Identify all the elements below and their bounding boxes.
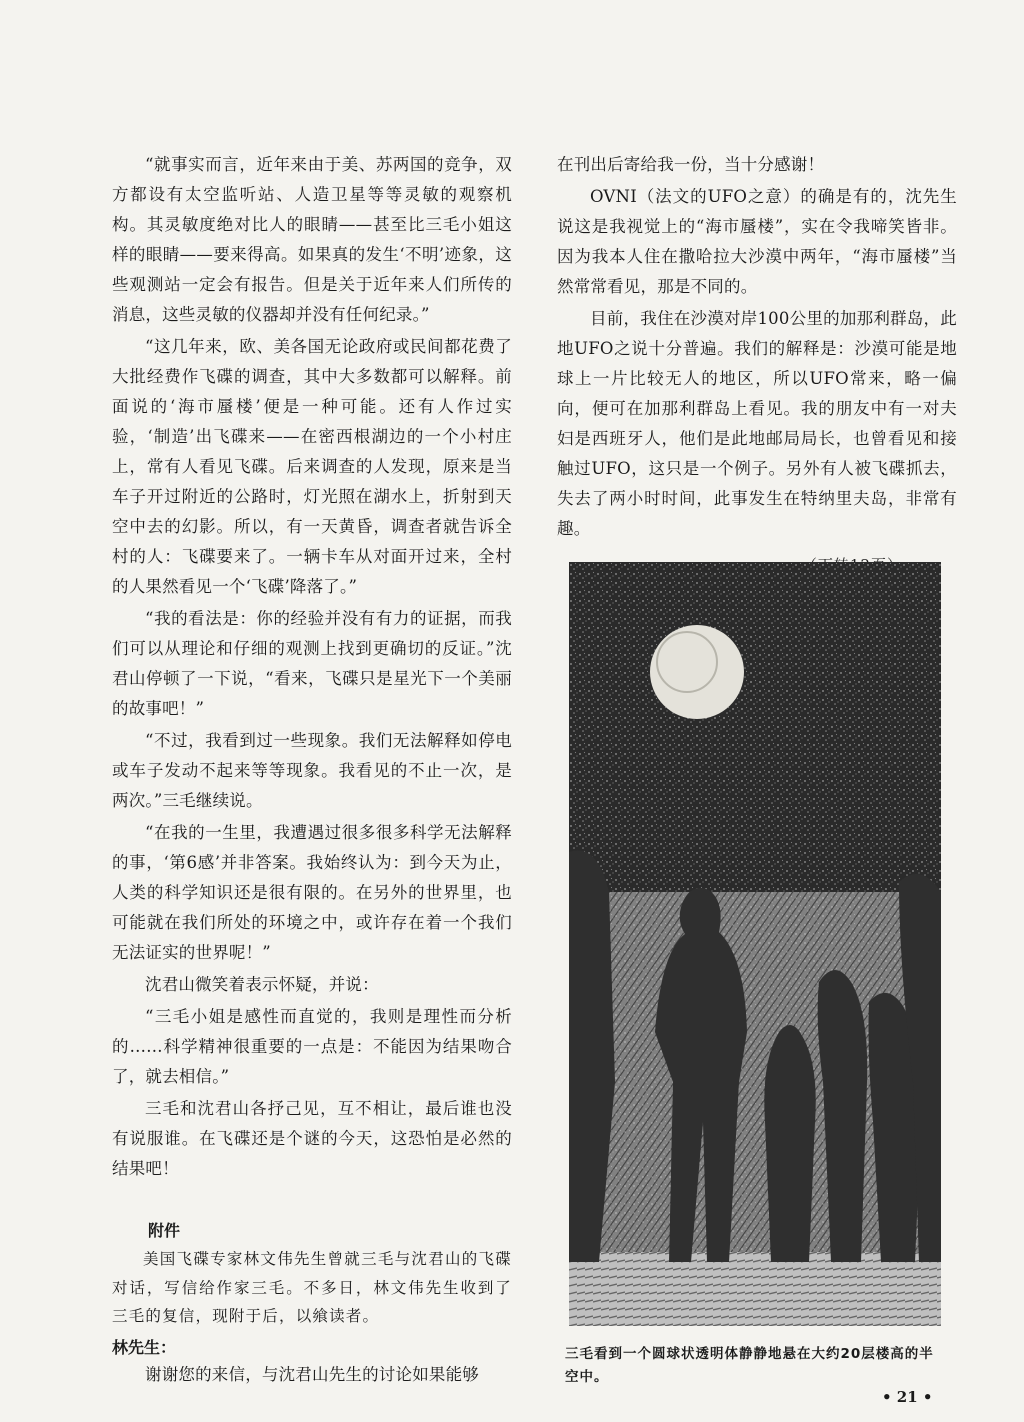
paragraph: 三毛和沈君山各抒己见，互不相让，最后谁也没有说服谁。在飞碟还是个谜的今天，这恐怕是必然的结果吧！ [112, 1099, 512, 1178]
paragraph: “不过，我看到过一些现象。我们无法解释如停电或车子发动不起来等等现象。我看见的不止一次，是两次。”三毛继续说。 [112, 731, 512, 810]
paragraph: OVNI（法文的UFO之意）的确是有的，沈先生说这是我视觉上的“海市蜃楼”，实在令我啼笑皆非。因为我本人住在撒哈拉大沙漠中两年，“海市蜃楼”当然常常看见，那是不同的。 [557, 187, 957, 296]
letter-paragraph: 谢谢您的来信，与沈君山先生的讨论如果能够 [145, 1364, 479, 1384]
appendix-text: 美国飞碟专家林文伟先生曾就三毛与沈君山的飞碟对话，写信给作家三毛。不多日，林文伟先生收到了三毛的复信，现附于后，以飨读者。 [112, 1250, 512, 1325]
left-column [112, 150, 512, 1392]
ground [569, 1252, 941, 1326]
woodcut-scene [569, 562, 941, 1326]
page-number: • 21 • [882, 1388, 933, 1406]
paragraph: “这几年来，欧、美各国无论政府或民间都花费了大批经费作飞碟的调查，其中大多数都可以解释。前面说的‘海市蜃楼’便是一种可能。还有人作过实验，‘制造’出飞碟来——在密西根湖边的一个小村庄上，常有人看见飞碟。后来调查的人发现，原来是当车子开过附近的公路时，灯光照在湖水上，折射到天空中去的幻影。所以，有一天黄昏，调查者就告诉全村的人：飞碟要来了。一辆卡车从对面开过来，全村的人果然看见一个‘飞碟’降落了。” [112, 337, 512, 596]
ufo-sphere [650, 625, 744, 719]
right-column [557, 150, 957, 575]
paragraph: “在我的一生里，我遭遇过很多很多科学无法解释的事，‘第6感’并非答案。我始终认为：到今天为止，人类的科学知识还是很有限的。在另外的世界里，也可能就在我们所处的环境之中，或许存在着一个我们无法证实的世界呢！” [112, 823, 512, 962]
ufo-illustration [569, 562, 941, 1326]
paragraph: “三毛小姐是感性而直觉的，我则是理性而分析的……科学精神很重要的一点是：不能因为结果吻合了，就去相信。” [112, 1007, 512, 1086]
paragraph: 目前，我住在沙漠对岸100公里的加那利群岛，此地UFO之说十分普遍。我们的解释是：沙漠可能是地球上一片比较无人的地区，所以UFO常来，略一偏向，便可在加那利群岛上看见。我的朋友中有一对夫妇是西班牙人，他们是此地邮局局长，也曾看见和接触过UFO，这只是一个例子。另外有人被飞碟抓去，失去了两小时时间，此事发生在特纳里夫岛，非常有趣。 [557, 309, 957, 538]
paragraph: 在刊出后寄给我一份，当十分感谢！ [557, 155, 825, 174]
person-silhouette-child [764, 1025, 815, 1262]
illustration-caption: 三毛看到一个圆球状透明体静静地悬在大约20层楼高的半空中。 [565, 1346, 934, 1385]
paragraph: “就事实而言，近年来由于美、苏两国的竞争，双方都设有太空监听站、人造卫星等等灵敏的观察机构。其灵敏度绝对比人的眼睛——甚至比三毛小姐这样的眼睛——要来得高。如果真的发生‘不明’迹象，这些观测站一定会有报告。但是关于近年来人们所传的消息，这些灵敏的仪器却并没有任何纪录。” [112, 155, 512, 324]
letter-salutation: 林先生： [112, 1337, 177, 1357]
appendix-heading: 附件 [148, 1221, 181, 1240]
paragraph: “我的看法是：你的经验并没有有力的证据，而我们可以从理论和仔细的观测上找到更确切的反证。”沈君山停顿了一下说，“看来，飞碟只是星光下一个美丽的故事吧！” [112, 609, 512, 718]
paragraph: 沈君山微笑着表示怀疑，并说： [145, 975, 379, 994]
